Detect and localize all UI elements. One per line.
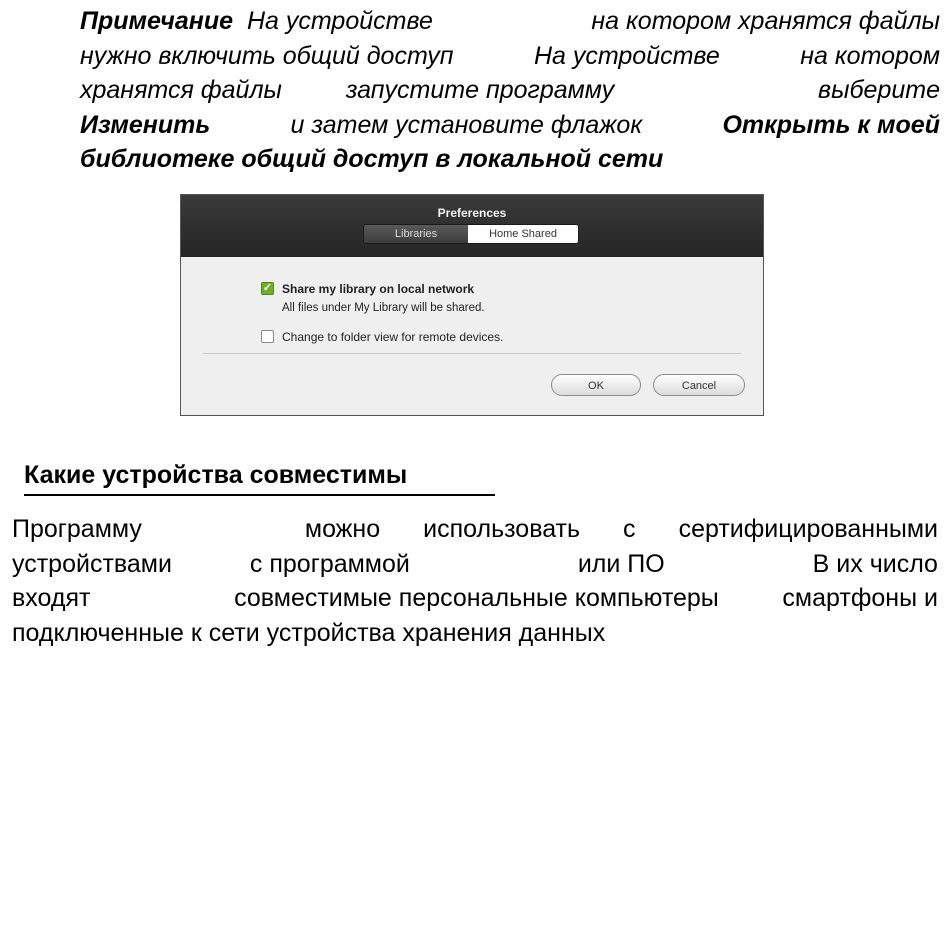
note-paragraph <box>80 4 940 177</box>
note-line-4 <box>80 108 940 143</box>
note-text: выберите <box>818 76 940 104</box>
folder-view-label: Change to folder view for remote devices. <box>282 330 504 344</box>
para-text: использовать <box>423 515 581 543</box>
note-text: запустите программу <box>345 76 615 104</box>
note-line-2 <box>80 39 940 74</box>
para-text: или ПО <box>577 549 665 578</box>
folder-view-option[interactable] <box>261 330 503 344</box>
divider <box>203 353 741 354</box>
section-paragraph <box>12 512 938 650</box>
para-text: сертифицированными <box>678 515 938 543</box>
para-text: входят <box>12 584 91 612</box>
para-text: В их число <box>812 549 938 578</box>
preferences-dialog <box>180 194 764 416</box>
para-text: смартфоны и <box>782 584 938 612</box>
note-text: и затем установите флажок <box>290 110 643 139</box>
checkbox-unchecked-icon[interactable] <box>261 330 274 343</box>
para-text: Программу <box>12 515 142 543</box>
ok-button[interactable]: OK <box>551 374 641 396</box>
share-library-option[interactable] <box>261 282 485 314</box>
note-text: На устройстве <box>246 7 433 35</box>
note-line-5 <box>80 142 940 177</box>
checkbox-checked-icon[interactable]: ✓ <box>262 282 273 294</box>
para-text: можно <box>304 515 381 543</box>
para-text: устройствами <box>12 549 172 578</box>
tab-bar <box>363 224 579 244</box>
note-bold-text: библиотеке общий доступ в локальной сети <box>80 145 664 173</box>
note-label: Примечание <box>80 7 234 35</box>
share-library-description: All files under My Library will be shared. <box>282 302 485 314</box>
share-library-label: Share my library on local network <box>282 282 475 296</box>
note-text: На устройстве <box>533 41 720 70</box>
note-bold-text: Открыть к моей <box>722 110 940 139</box>
para-line-3 <box>12 581 938 616</box>
para-text: подключенные к сети устройства хранения данных <box>12 618 606 647</box>
dialog-title: Preferences <box>437 206 507 220</box>
para-text: с программой <box>249 549 410 578</box>
dialog-header <box>181 195 763 257</box>
para-line-2 <box>12 547 938 582</box>
note-bold-text: Изменить <box>80 110 211 139</box>
section-heading: Какие устройства совместимы <box>24 461 495 496</box>
para-text: совместимые персональные компьютеры <box>234 584 719 612</box>
note-text: хранятся файлы <box>80 76 282 104</box>
tab-home-shared[interactable]: Home Shared <box>468 225 578 243</box>
para-text: с <box>623 515 636 543</box>
tab-libraries[interactable]: Libraries <box>364 225 468 243</box>
para-line-1 <box>12 512 938 547</box>
note-line-1 <box>80 4 940 39</box>
note-text: на котором хранятся файлы <box>591 7 940 35</box>
note-line-3 <box>80 73 940 108</box>
note-text: нужно включить общий доступ <box>80 41 454 70</box>
cancel-button[interactable]: Cancel <box>653 374 745 396</box>
para-line-4 <box>12 616 938 651</box>
note-text: на котором <box>800 41 940 70</box>
